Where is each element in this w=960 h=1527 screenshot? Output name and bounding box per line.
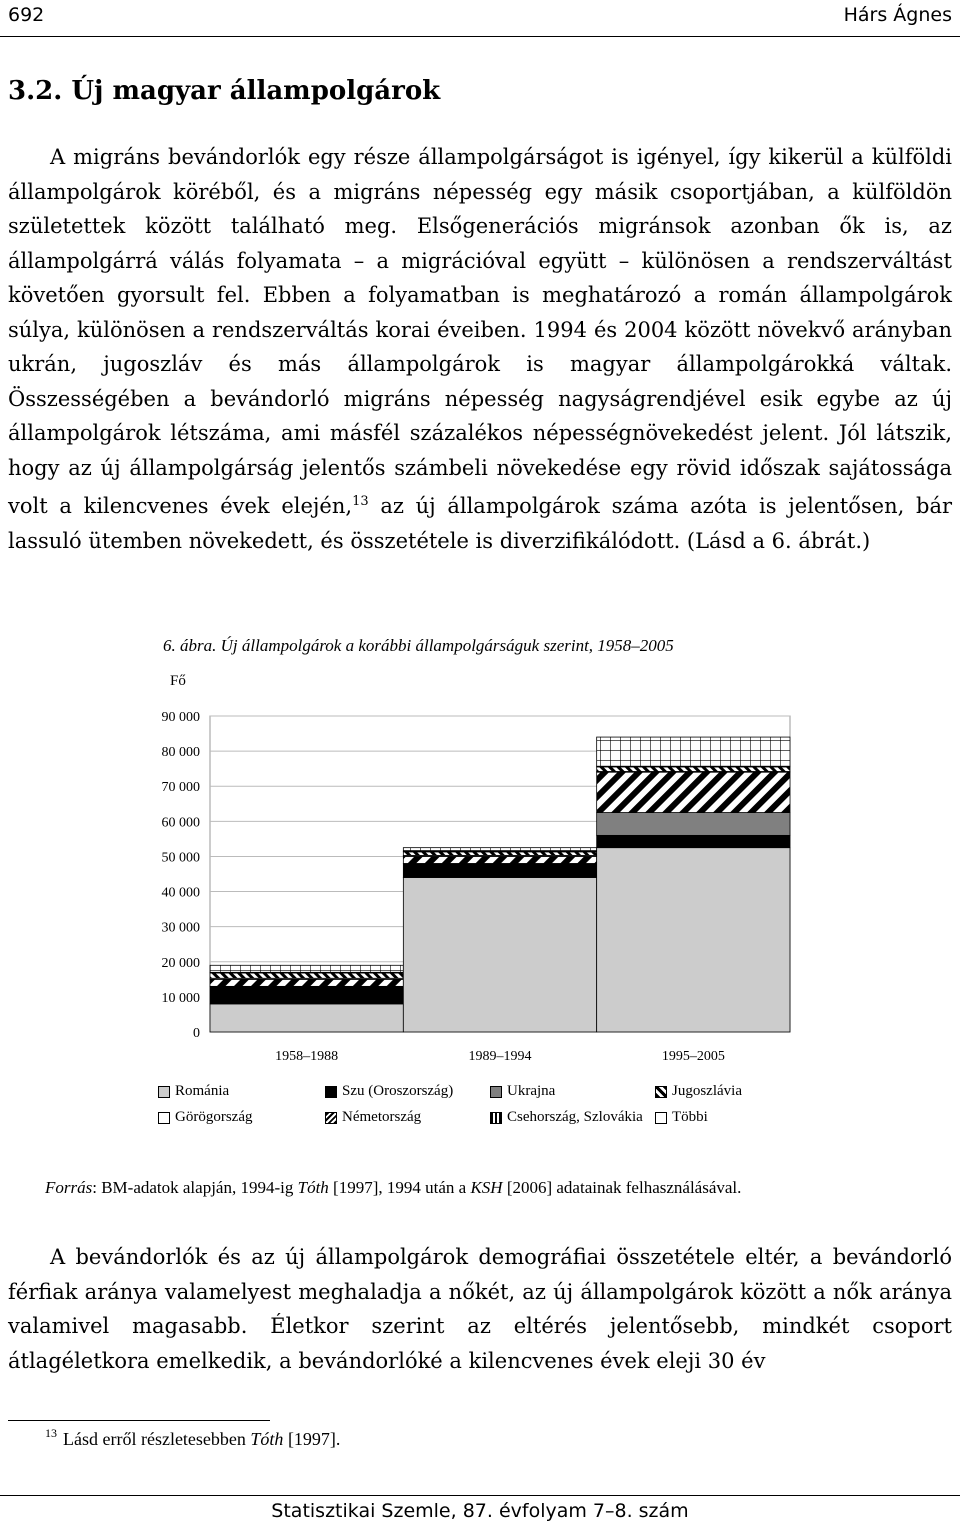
page-number: 692 <box>8 4 45 26</box>
x-tick-label: 1989–1994 <box>468 1049 532 1064</box>
source-text-c: [2006] adatainak felhasználásával. <box>502 1178 742 1197</box>
footnote-text-b: [1997]. <box>283 1429 341 1449</box>
source-ref-ksh: KSH <box>470 1178 503 1197</box>
section-title-text: Új magyar állampolgárok <box>71 76 441 106</box>
page-header <box>0 0 960 37</box>
legend-item <box>158 1109 252 1126</box>
y-tick-label: 40 000 <box>161 885 200 901</box>
footnote-ref-toth: Tóth <box>250 1429 284 1449</box>
legend-label: Jugoszlávia <box>672 1083 742 1099</box>
chart-bars <box>210 737 790 1032</box>
footnote <box>45 1426 340 1450</box>
source-text-b: [1997], 1994 után a <box>328 1178 471 1197</box>
legend-item <box>325 1109 421 1126</box>
legend-label: Többi <box>672 1109 708 1125</box>
legend-swatch <box>655 1086 667 1098</box>
legend-swatch <box>158 1086 170 1098</box>
bar-segment-0-1 <box>210 986 403 1004</box>
legend-label: Görögország <box>175 1109 253 1125</box>
bar-segment-0-7 <box>210 965 403 972</box>
stacked-bar-chart <box>0 660 960 1140</box>
running-author: Hárs Ágnes <box>843 4 952 26</box>
paragraph-1-text-b: az új állampolgárok száma azóta is jelentősen, bár lassuló ütemben növekedett, és összetétele is diverzifikálódott. (Lásd a 6. ábrát.) <box>8 494 952 553</box>
bar-segment-1-1 <box>403 863 596 877</box>
bar-segment-1-7 <box>403 848 596 852</box>
legend-item <box>490 1109 643 1126</box>
legend-item <box>490 1083 555 1100</box>
bar-segment-1-0 <box>403 878 596 1032</box>
bar-segment-1-3 <box>403 856 596 863</box>
legend-label: Csehország, Szlovákia <box>507 1109 643 1125</box>
bar-segment-2-7 <box>597 737 790 766</box>
legend-label: Szu (Oroszország) <box>342 1083 454 1099</box>
figure-source <box>45 1178 741 1198</box>
bar-segment-2-2 <box>597 813 790 836</box>
y-tick-label: 80 000 <box>161 745 200 761</box>
y-tick-label: 10 000 <box>161 990 200 1006</box>
legend-swatch <box>490 1086 502 1098</box>
footnote-ref[interactable]: 13 <box>352 494 369 509</box>
source-label: Forrás <box>45 1178 93 1197</box>
paragraph-1-text-a: A migráns bevándorlók egy része állampolgárságot is igényel, így kikerül a külföldi állampolgárok köréből, és a migráns népesség egy másik csoportjában, a külföldön születettek között található meg. Elsőgenerációs migránsok azonban ők is, az állampolgárrá válás folyamata – a migrációval együtt – különösen a rendszerváltást követően gyorsult fel. Ebben a folyamatban is meghatározó a román állampolgárok súlya, különösen a rendszerváltás korai éveiben. 1994 és 2004 között növekvő arányban ukrán, jugoszláv és más állampolgárok is magyar állampolgárokká váltak. Összességében a bevándorló migráns népesség nagyságrendjével esik egybe az új állampolgárok létszáma, ami másfél százalékos népességnövekedést jelent. Jól látszik, hogy az új állampolgárság jelentős számbeli növekedése egy rövid időszak sajátossága volt a kilencvenes évek elején, <box>8 145 952 518</box>
y-axis-unit: Fő <box>170 673 186 689</box>
bar-segment-2-1 <box>597 835 790 847</box>
x-tick-label: 1958–1988 <box>275 1049 339 1064</box>
bar-segment-2-0 <box>597 848 790 1032</box>
legend-item <box>655 1083 742 1100</box>
footnote-number: 13 <box>45 1426 57 1440</box>
legend-item <box>325 1083 453 1100</box>
legend-swatch <box>655 1112 667 1124</box>
source-ref-toth: Tóth <box>297 1178 329 1197</box>
legend-label: Németország <box>342 1109 422 1125</box>
section-title <box>8 76 440 106</box>
x-tick-label: 1995–2005 <box>661 1049 725 1064</box>
paragraph-2: A bevándorlók és az új állampolgárok demográfiai összetétele eltér, a bevándorló férfiak aránya valamelyest meghaladja a nőkét, az új állampolgárok között a nők aránya valamivel magasabb. Életkor szerint az eltérés jelentősebb, mindkét csoport átlagéletkora emelkedik, a bevándorlóké a kilencvenes évek eleji 30 év <box>8 1245 952 1373</box>
legend-item <box>158 1083 229 1100</box>
footnote-text-a: Lásd erről részletesebben <box>63 1429 251 1449</box>
legend-swatch <box>325 1112 337 1124</box>
legend-swatch <box>490 1112 502 1124</box>
figure-label: 6. ábra. <box>163 636 217 655</box>
source-text-a: : BM-adatok alapján, 1994-ig <box>92 1178 298 1197</box>
y-tick-label: 30 000 <box>161 920 200 936</box>
page-footer: Statisztikai Szemle, 87. évfolyam 7–8. szám <box>0 1495 960 1527</box>
y-tick-label: 50 000 <box>161 850 200 866</box>
bar-segment-0-5 <box>210 973 403 978</box>
y-tick-label: 60 000 <box>161 815 200 831</box>
legend-label: Ukrajna <box>507 1083 556 1099</box>
section-number: 3.2. <box>8 76 63 106</box>
figure-caption <box>163 636 674 656</box>
bar-segment-0-3 <box>210 979 403 986</box>
legend-swatch <box>158 1112 170 1124</box>
y-tick-label: 20 000 <box>161 955 200 971</box>
legend-label: Románia <box>175 1083 230 1099</box>
paragraph-1 <box>8 140 952 558</box>
bar-segment-2-3 <box>597 772 790 812</box>
y-tick-label: 70 000 <box>161 780 200 796</box>
legend-swatch <box>325 1086 337 1098</box>
legend-item <box>655 1109 708 1126</box>
figure-title: Új állampolgárok a korábbi állampolgárságuk szerint, 1958–2005 <box>220 636 674 655</box>
y-tick-label: 90 000 <box>161 710 200 725</box>
bar-segment-1-5 <box>403 852 596 856</box>
bar-segment-2-5 <box>597 767 790 772</box>
footnote-rule <box>8 1420 270 1421</box>
y-tick-label: 0 <box>193 1026 200 1041</box>
bar-segment-0-0 <box>210 1004 403 1032</box>
